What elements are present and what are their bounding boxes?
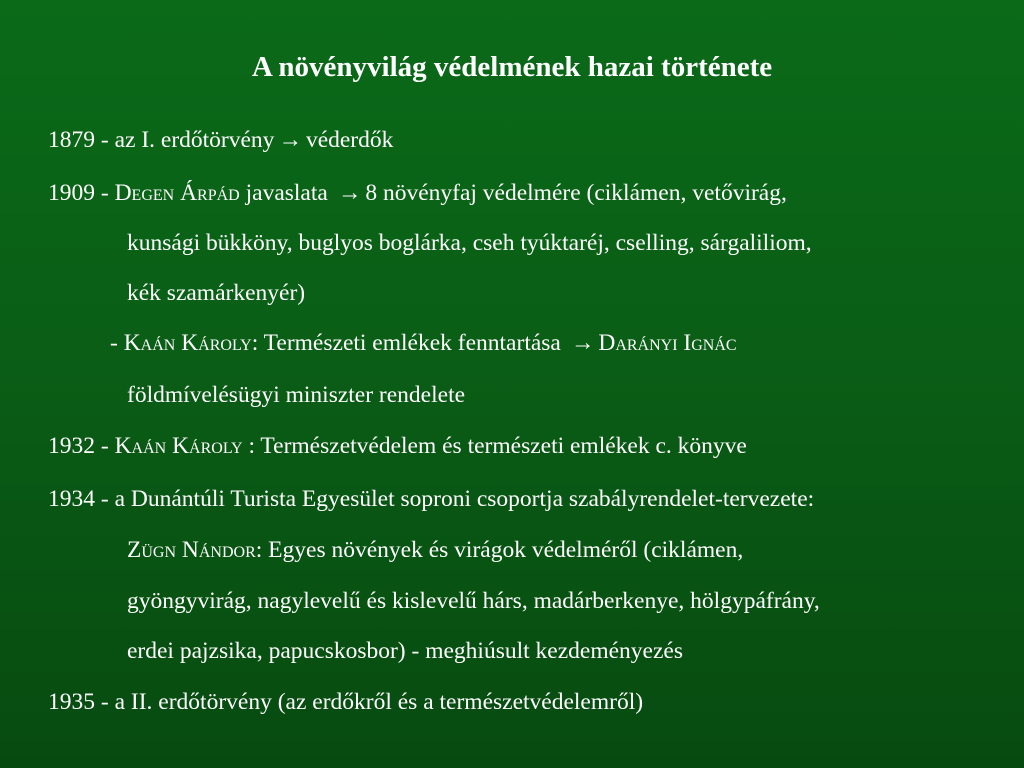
entry-1909-result: 8 növényfaj védelmére (ciklámen, vetővirág, bbox=[365, 180, 787, 206]
year-1879: 1879 - bbox=[48, 127, 115, 153]
entry-1879 bbox=[48, 126, 393, 154]
person-kaan-karoly: Kaán Károly bbox=[123, 330, 252, 356]
entry-1934-cont-1 bbox=[127, 536, 743, 564]
dash: - bbox=[110, 330, 124, 356]
entry-1934 bbox=[48, 485, 814, 513]
arrow-icon: → bbox=[278, 127, 302, 153]
entry-1935-text: a II. erdőtörvény (az erdőkről és a természetvédelemről) bbox=[114, 689, 644, 715]
arrow-icon: → bbox=[570, 330, 595, 356]
entry-1934-cont-2: gyöngyvirág, nagylevelű és kislevelű hárs, madárberkenye, hölgypáfrány, bbox=[127, 588, 820, 614]
entry-1935 bbox=[48, 688, 643, 716]
year-1932: 1932 - bbox=[48, 433, 115, 459]
entry-1909-second-cont: földmívelésügyi miniszter rendelete bbox=[127, 382, 466, 408]
year-1934: 1934 - bbox=[48, 486, 115, 512]
entry-1934-cont-3: erdei pajzsika, papucskosbor) - meghiúsult kezdeményezés bbox=[127, 638, 683, 664]
entry-1879-result: véderdők bbox=[305, 127, 394, 153]
entry-1909-second-text: : Természeti emlékek fenntartása bbox=[251, 330, 561, 356]
entry-1909-cont-1: kunsági bükköny, buglyos boglárka, cseh tyúktaréj, cselling, sárgaliliom, bbox=[127, 230, 812, 256]
year-1935: 1935 - bbox=[48, 689, 115, 715]
arrow-icon: → bbox=[337, 180, 362, 206]
person-kaan-karoly: Kaán Károly bbox=[114, 433, 243, 459]
slide-title: A növényvilág védelmének hazai története bbox=[251, 51, 773, 83]
person-zugn-nandor: Zügn Nándor bbox=[127, 537, 256, 563]
entry-1909-second bbox=[110, 329, 737, 357]
entry-1909 bbox=[48, 179, 787, 207]
year-1909: 1909 - bbox=[48, 180, 115, 206]
entry-1932 bbox=[48, 432, 747, 460]
entry-1932-text: : Természetvédelem és természeti emlékek c. könyve bbox=[242, 433, 747, 459]
person-degen-arpad: Degen Árpád bbox=[114, 180, 240, 206]
entry-1879-text: az I. erdőtörvény bbox=[114, 127, 275, 153]
entry-1934-cont-1-text: : Egyes növények és virágok védelméről (ciklámen, bbox=[255, 537, 744, 563]
entry-1909-cont-2: kék szamárkenyér) bbox=[127, 280, 306, 306]
entry-1909-text: javaslata bbox=[239, 180, 328, 206]
entry-1934-text: a Dunántúli Turista Egyesület soproni csoportja szabályrendelet-tervezete: bbox=[114, 486, 815, 512]
person-daranyi-ignac: Darányi Ignác bbox=[598, 330, 737, 356]
